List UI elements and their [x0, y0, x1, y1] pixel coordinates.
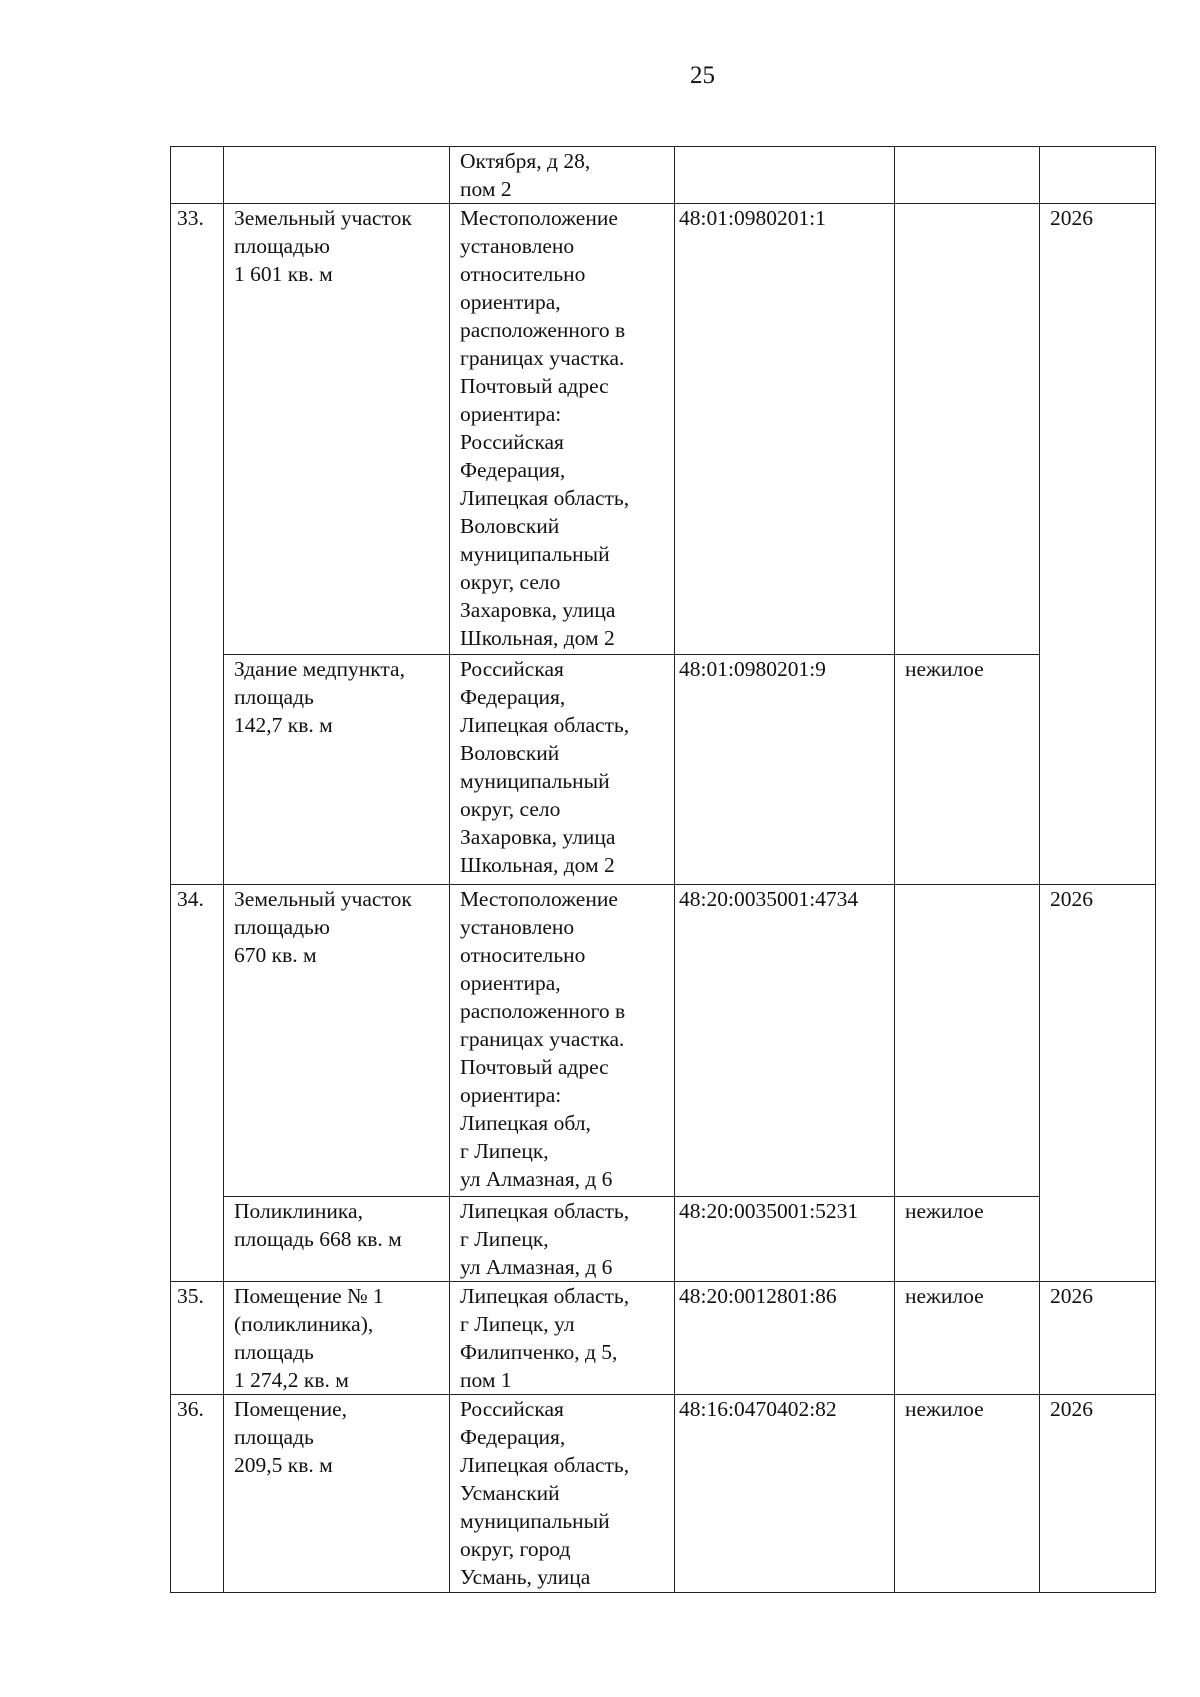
- table-row: [171, 655, 1156, 885]
- table-row: [171, 147, 1156, 204]
- table-row: [171, 1197, 1156, 1282]
- row-number: 34.: [171, 885, 224, 1282]
- object-name: Помещение № 1 (поликлиника), площадь 1 274,2 кв. м: [224, 1282, 450, 1395]
- property-register-table: [170, 146, 1156, 1593]
- table-row: [171, 1282, 1156, 1395]
- object-purpose: нежилое: [895, 1197, 1040, 1282]
- object-address: Российская Федерация, Липецкая область, Воловский муниципальный округ, село Захаровка, улица Школьная, дом 2: [450, 655, 675, 885]
- object-name: Здание медпункта, площадь 142,7 кв. м: [224, 655, 450, 885]
- object-year: 2026: [1040, 1395, 1156, 1593]
- table-row: [171, 885, 1156, 1197]
- object-address: Октября, д 28, пом 2: [450, 147, 675, 204]
- object-purpose: [895, 885, 1040, 1197]
- object-name: [224, 147, 450, 204]
- cadastral-number: 48:01:0980201:1: [675, 204, 895, 655]
- row-number: 36.: [171, 1395, 224, 1593]
- object-year: 2026: [1040, 1282, 1156, 1395]
- cadastral-number: 48:20:0035001:5231: [675, 1197, 895, 1282]
- object-address: Липецкая область, г Липецк, ул Филипченко, д 5, пом 1: [450, 1282, 675, 1395]
- cadastral-number: 48:16:0470402:82: [675, 1395, 895, 1593]
- table-row: [171, 1395, 1156, 1593]
- object-purpose: [895, 147, 1040, 204]
- object-year: 2026: [1040, 885, 1156, 1282]
- object-name: Земельный участок площадью 1 601 кв. м: [224, 204, 450, 655]
- object-address: Липецкая область, г Липецк, ул Алмазная, д 6: [450, 1197, 675, 1282]
- object-purpose: нежилое: [895, 655, 1040, 885]
- object-address: Местоположение установлено относительно ориентира, расположенного в границах участка. Почтовый адрес ориентира: Российская Федерация, Липецкая область, Воловский муниципальный округ, село Захаровка, улица Школьная, дом 2: [450, 204, 675, 655]
- cadastral-number: [675, 147, 895, 204]
- row-number: [171, 147, 224, 204]
- object-address: Российская Федерация, Липецкая область, Усманский муниципальный округ, город Усмань, улица: [450, 1395, 675, 1593]
- object-name: Земельный участок площадью 670 кв. м: [224, 885, 450, 1197]
- object-address: Местоположение установлено относительно ориентира, расположенного в границах участка. Почтовый адрес ориентира: Липецкая обл, г Липецк, ул Алмазная, д 6: [450, 885, 675, 1197]
- row-number: 33.: [171, 204, 224, 885]
- object-purpose: нежилое: [895, 1395, 1040, 1593]
- object-year: 2026: [1040, 204, 1156, 885]
- object-purpose: нежилое: [895, 1282, 1040, 1395]
- object-name: Поликлиника, площадь 668 кв. м: [224, 1197, 450, 1282]
- cadastral-number: 48:01:0980201:9: [675, 655, 895, 885]
- row-number: 35.: [171, 1282, 224, 1395]
- object-purpose: [895, 204, 1040, 655]
- table-row: [171, 204, 1156, 655]
- page-number: 25: [690, 62, 715, 89]
- object-year: [1040, 147, 1156, 204]
- object-name: Помещение, площадь 209,5 кв. м: [224, 1395, 450, 1593]
- cadastral-number: 48:20:0012801:86: [675, 1282, 895, 1395]
- cadastral-number: 48:20:0035001:4734: [675, 885, 895, 1197]
